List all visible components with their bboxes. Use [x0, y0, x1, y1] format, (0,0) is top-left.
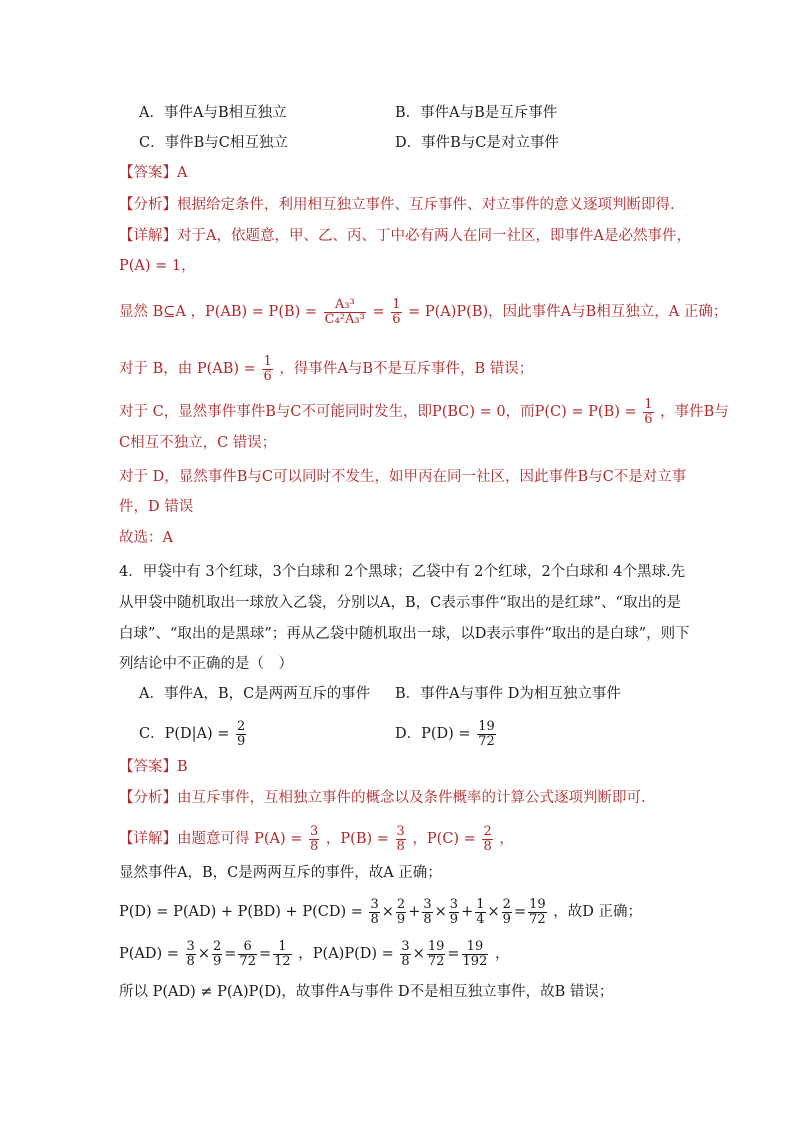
fraction — [309, 825, 319, 853]
analysis-text: 根据给定条件，利用相互独立事件、互斥事件、对立事件的意义逐项判断即得. — [177, 197, 675, 213]
q3-detail-line-5 — [119, 398, 729, 426]
numerator: 2 — [212, 939, 222, 954]
numerator: A₃³ — [324, 298, 366, 313]
fraction — [262, 355, 272, 383]
numerator: 3 — [370, 897, 379, 912]
numerator: 19 — [529, 897, 546, 912]
denominator: 4 — [476, 911, 485, 927]
answer-value: B — [177, 759, 188, 775]
denominator: 9 — [212, 953, 222, 969]
denominator: 8 — [370, 911, 379, 927]
denominator: 9 — [502, 911, 511, 927]
text: 由题意可得 P(A) = — [177, 831, 303, 848]
fraction — [528, 898, 547, 926]
text: ，P(B) = — [325, 831, 389, 848]
fraction — [186, 940, 196, 968]
q4-detail-line-4: P(AD) = $\frac{3}{8}$ × $\frac{2}{9}$ = $\frac{6}{72}$ = $\frac{1}{12}$ ，P(A)P(D) = $\frac{3}{8}$ × $\frac{19}{72}$ = $\frac{19}{192}$ ， — [119, 939, 510, 969]
fraction — [391, 298, 401, 326]
fraction — [643, 398, 653, 426]
fraction — [324, 298, 366, 326]
text: D．P(D) = — [395, 726, 471, 743]
numerator: 3 — [186, 939, 195, 954]
denominator: 6 — [644, 411, 653, 427]
q3-detail-line-7: 对于 D，显然事件B与C可以同时不发生，如甲丙在同一社区，因此事件B与C不是对立事 — [119, 469, 687, 485]
denominator: 72 — [478, 733, 495, 749]
denominator: 8 — [396, 838, 405, 854]
detail-text: 对于A，依题意，甲、乙、丙、丁中必有两人在同一社区，即事件A是必然事件， — [177, 228, 691, 244]
q4-detail-line-2: 显然事件A，B，C是两两互斥的事件，故A 正确； — [119, 865, 442, 881]
numerator: 2 — [396, 897, 406, 912]
analysis-text: 由互斥事件，互相独立事件的概念以及条件概率的计算公式逐项判断即可. — [177, 790, 646, 806]
q4-analysis — [119, 788, 646, 808]
text: = — [372, 304, 385, 321]
text: = P(A)P(B)，因此事件A与B相互独立，A 正确； — [408, 304, 728, 321]
fraction — [449, 898, 459, 926]
numerator: 3 — [401, 939, 410, 954]
q3-detail-line-6: C相互不独立，C 错误； — [119, 435, 277, 451]
denominator: 72 — [427, 953, 445, 969]
denominator: 8 — [423, 911, 432, 927]
text: ，故D 正确； — [553, 904, 642, 921]
denominator: 9 — [396, 911, 406, 927]
numerator: 3 — [310, 824, 319, 839]
denominator: 8 — [483, 838, 492, 854]
numerator: 19 — [427, 939, 445, 954]
fraction — [502, 898, 512, 926]
q3-option-b: B．事件A与B是互斥事件 — [395, 105, 558, 121]
q4-option-a: A．事件A，B，C是两两互斥的事件 — [139, 686, 371, 702]
text: ， — [494, 946, 510, 963]
q3-option-a: A．事件A与B相互独立 — [139, 105, 287, 121]
denominator: 9 — [237, 733, 246, 749]
q3-detail-line-4 — [119, 355, 533, 383]
numerator: 19 — [478, 719, 495, 734]
fraction — [482, 825, 492, 853]
text: ，得事件A与B不是互斥事件，B 错误； — [279, 361, 534, 378]
numerator: 2 — [237, 719, 246, 734]
denominator: 8 — [310, 838, 319, 854]
q3-detail-line-8: 件，D 错误 — [119, 499, 194, 515]
q4-option-c — [139, 720, 248, 748]
q3-answer — [119, 163, 187, 183]
q4-detail-line-5: 所以 P(AD) ≠ P(A)P(D)，故事件A与事件 D不是相互独立事件，故B 错误； — [119, 984, 614, 1000]
answer-tag: 【答案】 — [119, 165, 177, 181]
numerator: 1 — [644, 397, 653, 412]
text: C．P(D|A) = — [139, 726, 230, 743]
text: 对于 B，由 P(AB) = — [119, 361, 256, 378]
denominator: 8 — [401, 953, 410, 969]
analysis-tag: 【分析】 — [119, 197, 177, 213]
numerator: 1 — [392, 297, 401, 312]
detail-tag: 【详解】 — [119, 228, 177, 244]
denominator: 192 — [462, 953, 488, 969]
text: 对于 C，显然事件事件B与C不可能同时发生，即P(BC) = 0，而P(C) = P(B) = — [119, 404, 637, 421]
fraction — [369, 898, 379, 926]
fraction — [400, 940, 410, 968]
q4-option-b: B．事件A与事件 D为相互独立事件 — [395, 686, 621, 702]
fraction — [396, 825, 406, 853]
numerator: 2 — [502, 897, 511, 912]
q4-detail-line-1 — [119, 825, 514, 853]
numerator: 6 — [238, 940, 257, 955]
q4-stem-line-2: 从甲袋中随机取出一球放入乙袋，分别以A，B，C表示事件“取出的是红球”、“取出的是 — [119, 595, 681, 611]
q3-detail-line-3 — [119, 298, 727, 326]
fraction — [273, 940, 292, 968]
detail-tag: 【详解】 — [119, 831, 177, 848]
denominator: 72 — [239, 953, 256, 969]
fraction — [396, 898, 406, 926]
q4-option-d — [395, 720, 498, 748]
q4-answer — [119, 757, 188, 777]
denominator: 72 — [529, 911, 546, 927]
analysis-tag: 【分析】 — [119, 790, 177, 806]
numerator: 3 — [449, 897, 459, 912]
text: ， — [499, 831, 514, 848]
q3-choose: 故选：A — [119, 530, 173, 546]
q3-detail — [119, 226, 691, 246]
text: P(D) = P(AD) + P(BD) + P(CD) = — [119, 904, 363, 921]
text: ，P(C) = — [412, 831, 476, 848]
text: P(AD) = — [119, 946, 179, 963]
q4-stem-line-1: 4．甲袋中有 3个红球，3个白球和 2个黑球；乙袋中有 2个红球，2个白球和 4个黑球.先 — [119, 564, 686, 580]
q3-analysis — [119, 195, 675, 215]
fraction — [422, 898, 432, 926]
denominator: 12 — [274, 953, 291, 969]
q3-option-d: D．事件B与C是对立事件 — [395, 135, 559, 151]
q4-detail-line-3: P(D) = P(AD) + P(BD) + P(CD) = $\frac{3}{8}$ × $\frac{2}{9}$ + $\frac{3}{8}$ × $\frac{3}{9}$ + $\frac{1}{4}$ × $\frac{2}{9}$ = $\frac{19}{72}$ ，故D 正确； — [119, 897, 642, 927]
fraction — [212, 940, 222, 968]
fraction — [236, 720, 246, 748]
q3-option-c: C．事件B与C相互独立 — [139, 135, 288, 151]
denominator: 6 — [392, 311, 401, 327]
denominator: 9 — [449, 911, 459, 927]
numerator: 1 — [476, 897, 485, 912]
text: ，P(A)P(D) = — [298, 946, 394, 963]
numerator: 3 — [423, 897, 432, 912]
text: 显然 B⊆A ，P(AB) = P(B) = — [119, 304, 318, 321]
denominator: C₄²A₃³ — [324, 311, 365, 327]
q4-stem-line-4: 列结论中不正确的是（ ） — [119, 656, 293, 672]
numerator: 2 — [483, 824, 492, 839]
numerator: 1 — [263, 354, 272, 369]
fraction — [462, 940, 489, 968]
text: ，事件B与 — [660, 404, 729, 421]
fraction — [475, 898, 485, 926]
fraction — [477, 720, 496, 748]
q3-pa-equation: P(A) = 1， — [119, 258, 196, 274]
numerator: 19 — [462, 940, 489, 955]
q4-stem-line-3: 白球”、“取出的是黑球”；再从乙袋中随机取出一球，以D表示事件“取出的是白球”，则下 — [119, 626, 690, 642]
answer-tag: 【答案】 — [119, 759, 177, 775]
denominator: 6 — [263, 368, 272, 384]
answer-value: A — [177, 165, 188, 181]
numerator: 1 — [273, 940, 292, 955]
denominator: 8 — [186, 953, 195, 969]
fraction — [238, 940, 257, 968]
fraction — [427, 940, 446, 968]
numerator: 3 — [396, 824, 405, 839]
